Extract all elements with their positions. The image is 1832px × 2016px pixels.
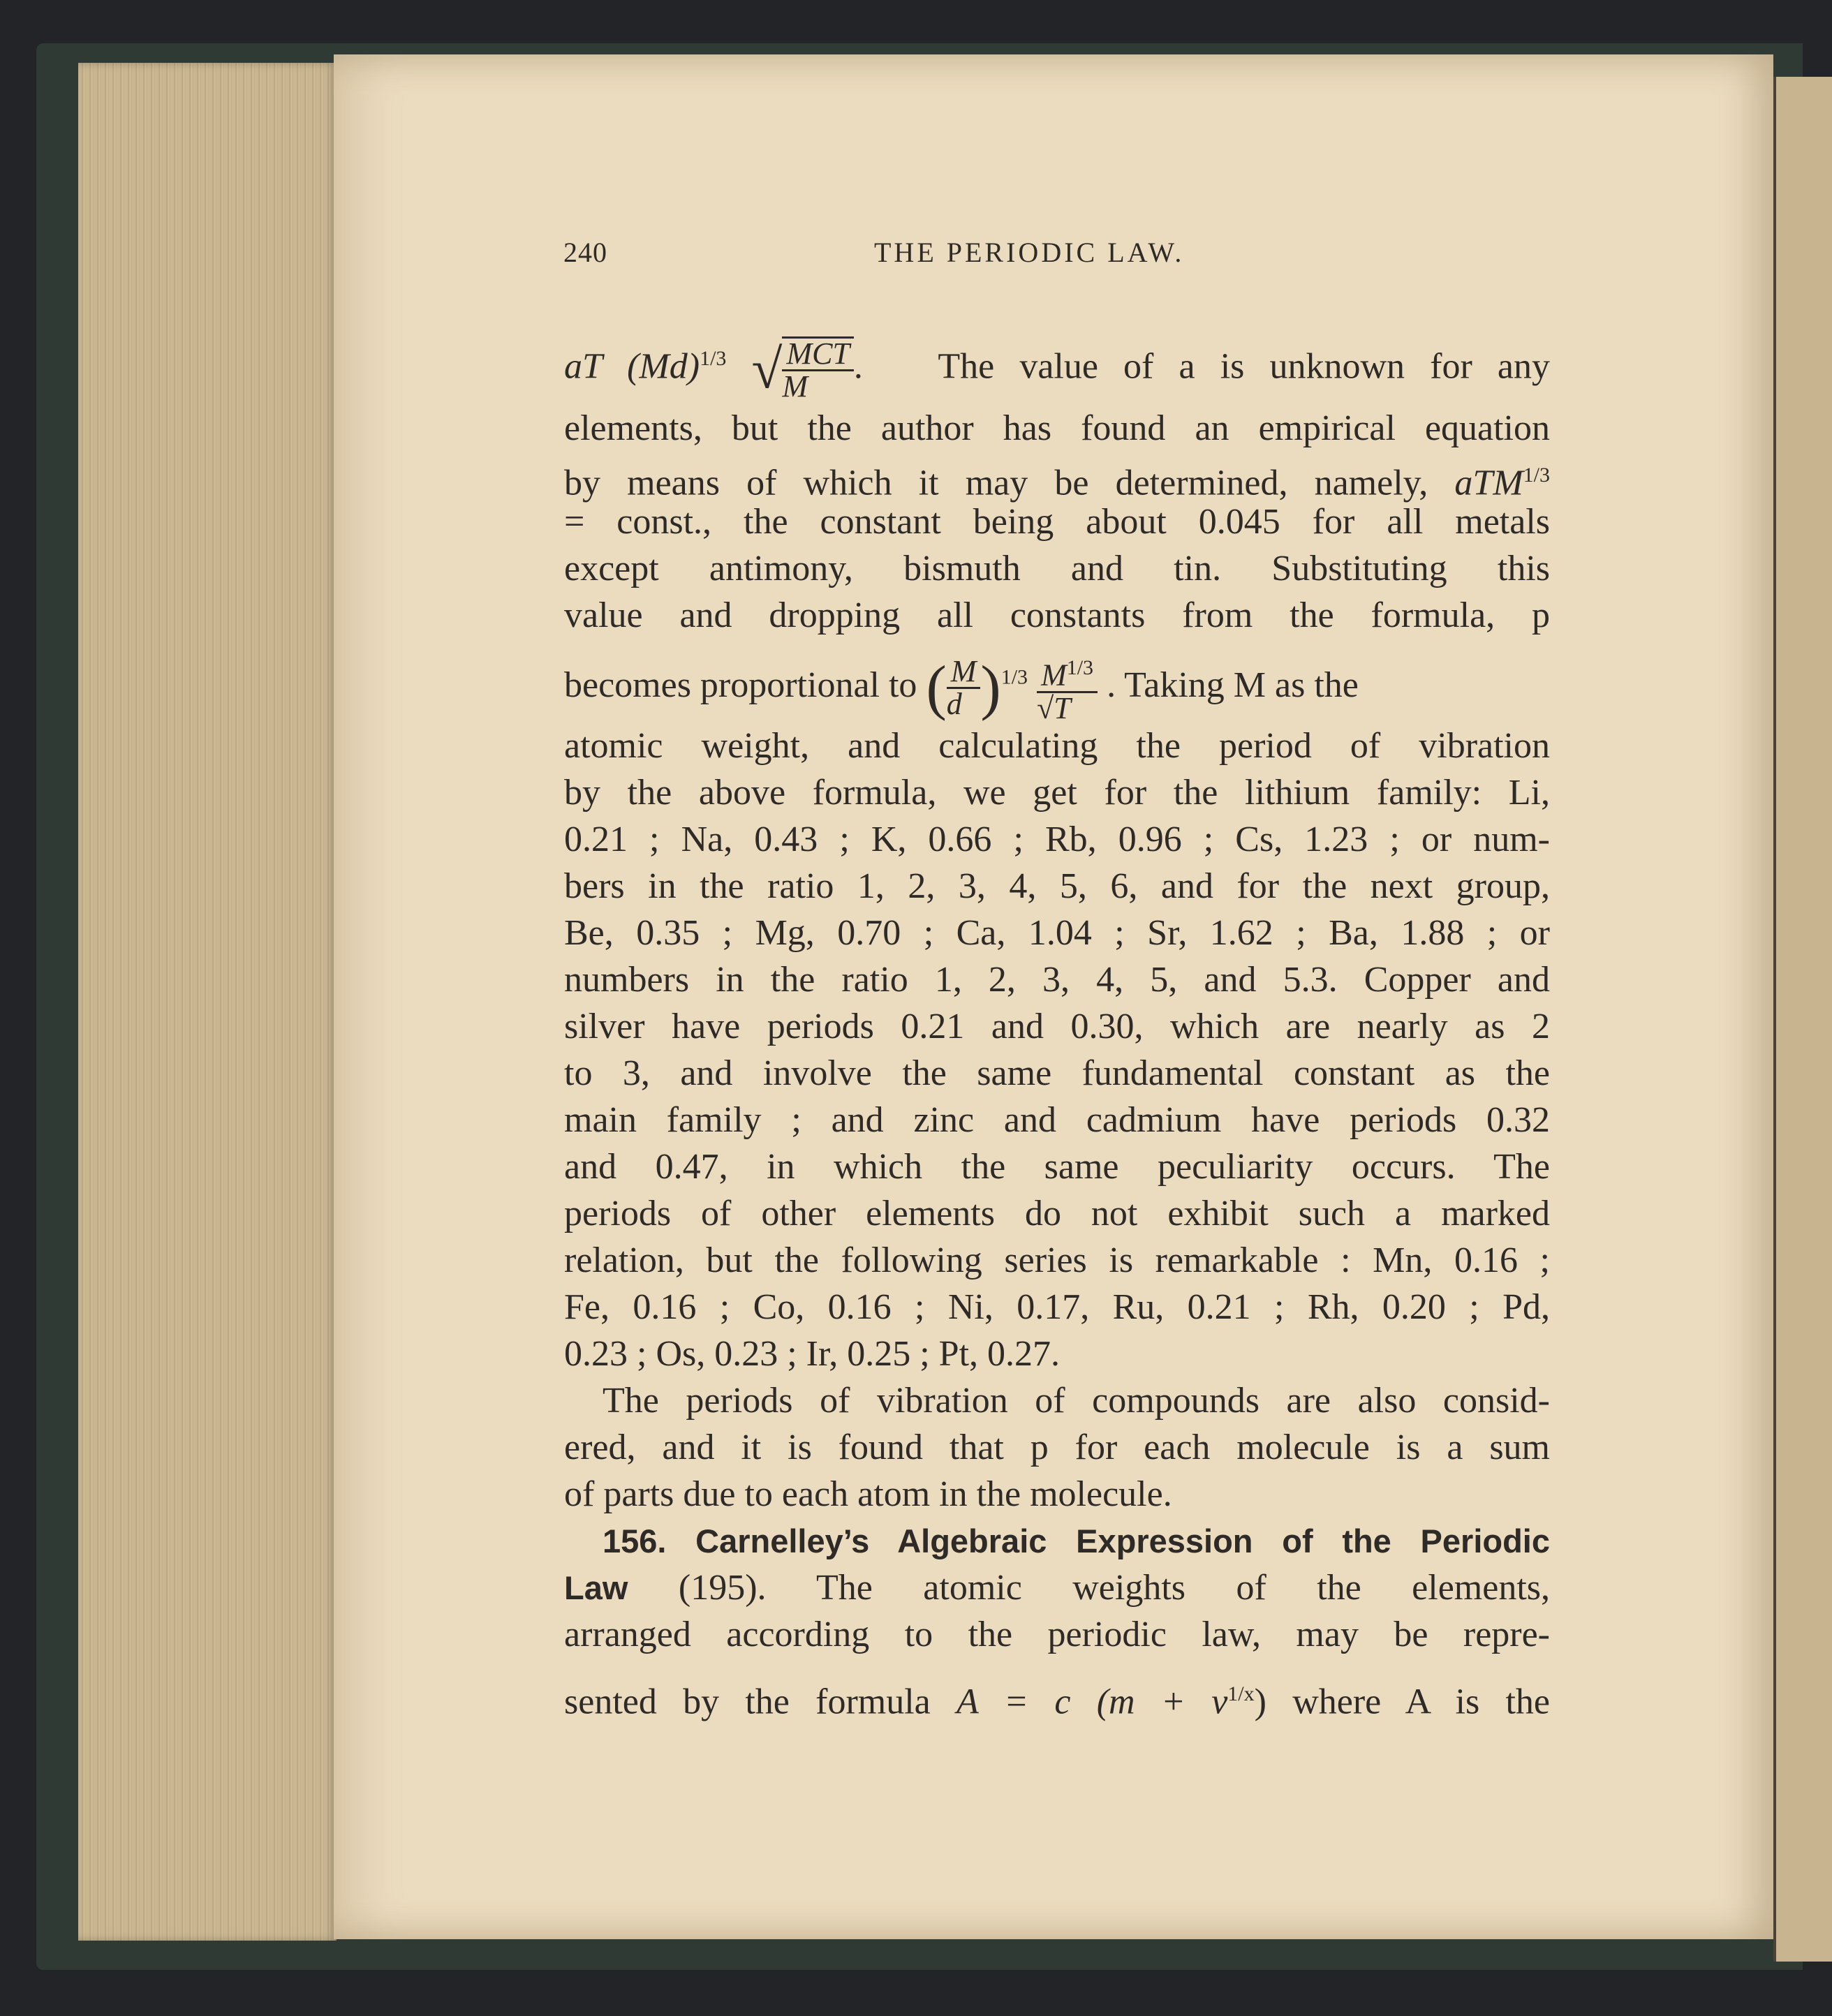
formula-3-fraction bbox=[947, 656, 981, 720]
text-line: arranged according to the periodic law, may be repre- bbox=[564, 1615, 1550, 1654]
text-line: relation, but the following series is remarkable : Mn, 0.16 ; bbox=[564, 1240, 1550, 1280]
formula-3-numerator: M bbox=[950, 654, 977, 689]
text-line: numbers in the ratio 1, 2, 3, 4, 5, and 5.3. Copper and bbox=[564, 960, 1550, 1000]
formula-2-exponent: 1/3 bbox=[1523, 464, 1550, 487]
text-line: silver have periods 0.21 and 0.30, which are nearly as 2 bbox=[564, 1007, 1550, 1046]
section-heading bbox=[564, 1518, 1550, 1564]
section-title: Carnelley’s Algebraic Expression of the Periodic bbox=[695, 1522, 1550, 1559]
running-title: THE PERIODIC LAW. bbox=[874, 237, 1185, 268]
formula-3-denominator: d bbox=[946, 687, 962, 722]
formula-1-lead: aT (Md) bbox=[564, 346, 700, 387]
text-line: except antimony, bismuth and tin. Substituting this bbox=[564, 549, 1550, 588]
text-line bbox=[564, 1564, 1550, 1611]
text-line: aT $(Md)^{1/3}$ √ MCT M . The value of a is unknown for any bbox=[564, 336, 1551, 404]
text-line-p3-3a: sented by the formula bbox=[564, 1682, 931, 1722]
formula-3-exponent: 1/3 bbox=[1000, 665, 1028, 689]
formula-3-fraction-2 bbox=[1037, 653, 1098, 724]
text-line: main family ; and zinc and cadmium have periods 0.32 bbox=[564, 1100, 1550, 1140]
section-number: 156. bbox=[603, 1522, 667, 1559]
formula-1-numerator: MCT bbox=[786, 336, 850, 371]
facing-page-edge bbox=[1773, 77, 1832, 1962]
formula-2: aTM bbox=[1454, 463, 1523, 503]
text-line-p3-1: (195). The atomic weights of the elements, bbox=[678, 1568, 1551, 1608]
formula-4-exponent: 1/x bbox=[1227, 1682, 1255, 1705]
text-line-7a: becomes proportional to bbox=[564, 665, 917, 705]
text-line bbox=[564, 452, 1550, 503]
sqrt-symbol: √ bbox=[751, 339, 783, 401]
page-edges bbox=[78, 63, 337, 1941]
running-header bbox=[563, 236, 1555, 278]
formula-3-denominator-2: √T bbox=[1037, 690, 1071, 725]
text-line: by the above formula, we get for the lithium family: Li, bbox=[564, 773, 1550, 813]
text-line-7b: . Taking M as the bbox=[1107, 665, 1359, 705]
text-line bbox=[564, 1658, 1550, 1722]
text-line: Fe, 0.16 ; Co, 0.16 ; Ni, 0.17, Ru, 0.21 ; Rh, 0.20 ; Pd, bbox=[564, 1287, 1550, 1327]
text-line: and 0.47, in which the same peculiarity occurs. The bbox=[564, 1147, 1550, 1187]
section-title-cont: Law bbox=[564, 1569, 628, 1606]
text-line: Be, 0.35 ; Mg, 0.70 ; Ca, 1.04 ; Sr, 1.62 ; Ba, 1.88 ; or bbox=[564, 913, 1550, 953]
text-line-1: The value of a is unknown for any bbox=[938, 346, 1551, 387]
text-line: elements, but the author has found an empirical equation bbox=[564, 408, 1550, 448]
formula-3-numerator-2: M bbox=[1041, 658, 1067, 692]
text-line: atomic weight, and calculating the period of vibration bbox=[564, 726, 1550, 766]
text-line-3: by means of which it may be determined, namely, bbox=[564, 463, 1428, 503]
formula-3-exponent-2: 1/3 bbox=[1066, 656, 1094, 679]
text-line: 0.21 ; Na, 0.43 ; K, 0.66 ; Rb, 0.96 ; Cs, 1.23 ; or num- bbox=[564, 820, 1550, 859]
text-line: of parts due to each atom in the molecule. bbox=[564, 1474, 1172, 1514]
text-line: = const., the constant being about 0.045 for all metals bbox=[564, 502, 1550, 542]
text-line: periods of other elements do not exhibit such a marked bbox=[564, 1194, 1550, 1233]
formula-1-fraction bbox=[782, 336, 853, 402]
text-line: bers in the ratio 1, 2, 3, 4, 5, 6, and for the next group, bbox=[564, 866, 1550, 906]
text-line: value and dropping all constants from the formula, p bbox=[564, 595, 1550, 635]
text-line: to 3, and involve the same fundamental constant as the bbox=[564, 1053, 1550, 1093]
text-line: The periods of vibration of compounds are also consid- bbox=[603, 1381, 1550, 1421]
formula-4: A = c (m + v bbox=[956, 1682, 1228, 1722]
page-body bbox=[564, 321, 1551, 1722]
text-line: 0.23 ; Os, 0.23 ; Ir, 0.25 ; Pt, 0.27. bbox=[564, 1334, 1061, 1374]
formula-1-denominator: M bbox=[782, 369, 808, 404]
text-line-p3-3b: ) where A is the bbox=[1254, 1682, 1550, 1722]
text-line: ered, and it is found that p for each molecule is a sum bbox=[564, 1428, 1550, 1467]
formula-1-exponent: 1/3 bbox=[700, 347, 727, 370]
page-number: 240 bbox=[563, 237, 607, 268]
text-line: becomes proportional to ( $\frac{M}{d}$ )$^{1/3}$ $\frac{M^{1/3}}{√T}$ . Taking M as the bbox=[564, 653, 1359, 725]
